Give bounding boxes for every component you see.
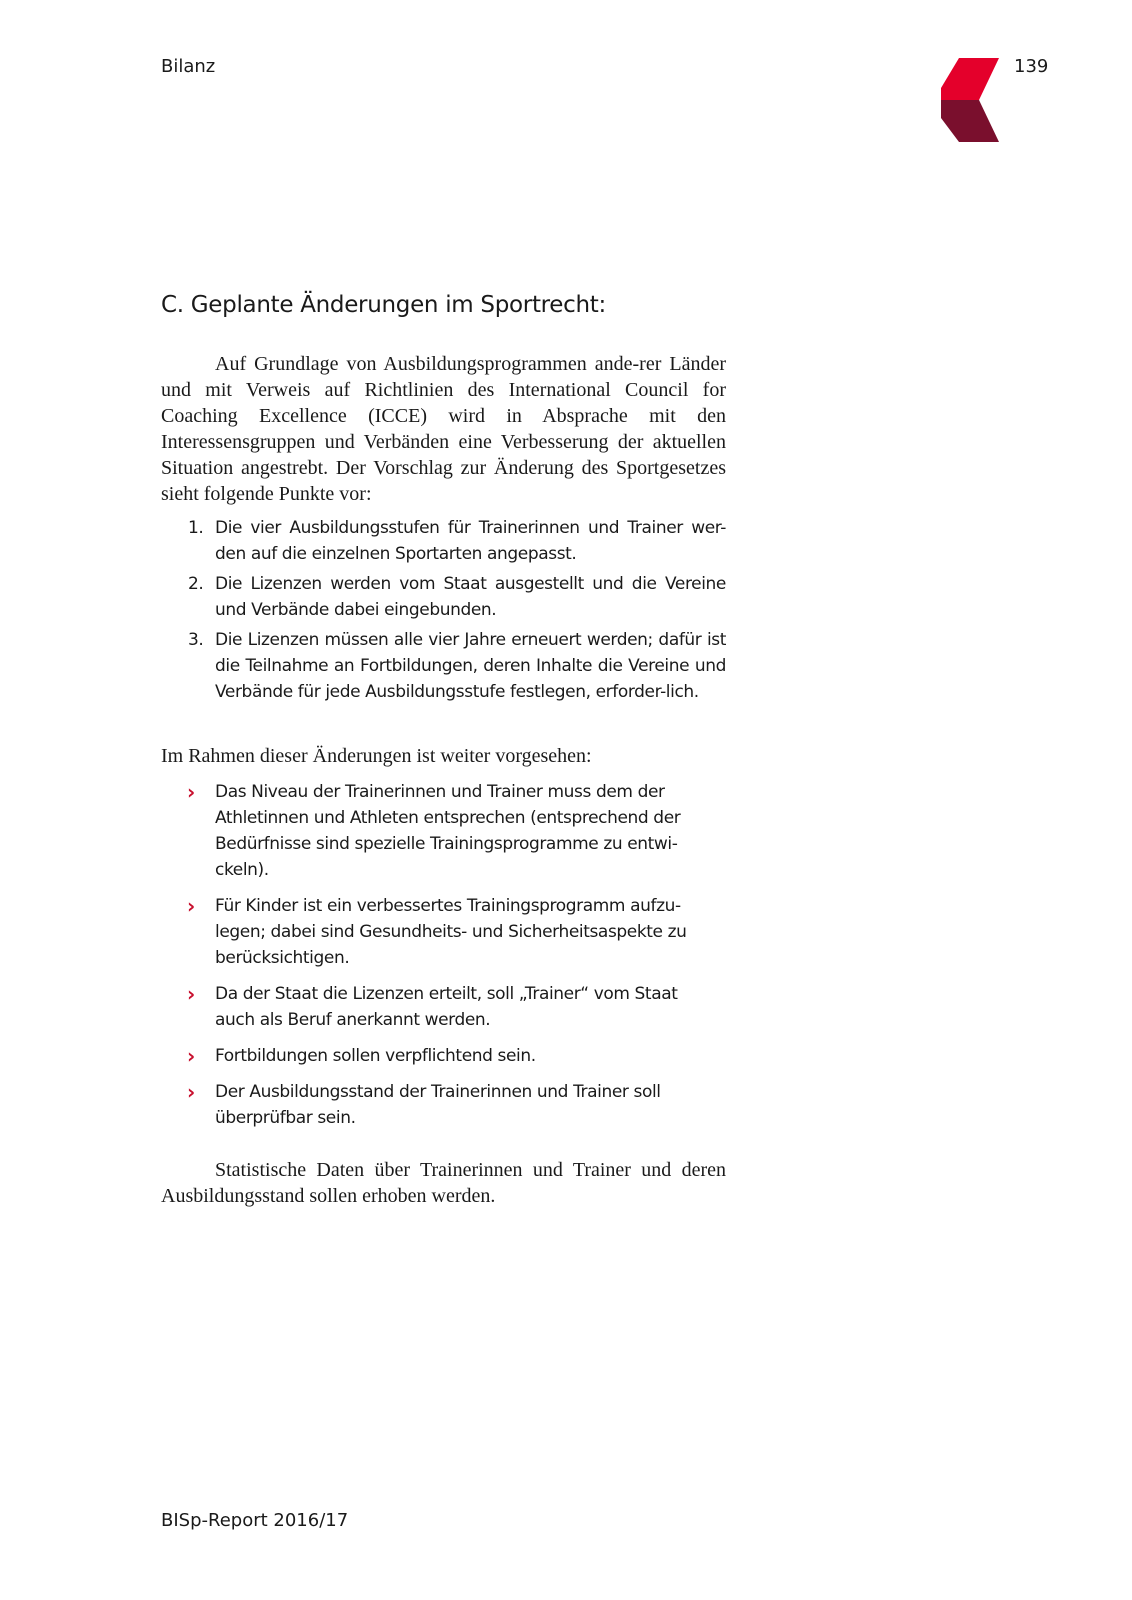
running-header: Bilanz	[161, 56, 216, 77]
bullet-text: Das Niveau der Trainerinnen und Trainer muss dem der Athletinnen und Athleten entsprechen (entsprechend der Bedürfnisse sind spezielle Trainingsprogramme zu entwi-ckeln).	[215, 782, 681, 880]
numbered-list	[161, 515, 726, 705]
numbered-item	[161, 571, 726, 623]
page-number: 139	[1014, 56, 1049, 77]
chevron-right-icon: ›	[187, 780, 195, 804]
bullet-text: Da der Staat die Lizenzen erteilt, soll „Trainer“ vom Staat auch als Beruf anerkannt werden.	[215, 984, 678, 1030]
item-number: 3.	[188, 630, 204, 650]
footer-report-title: BISp-Report 2016/17	[161, 1510, 349, 1531]
bullet-text: Für Kinder ist ein verbessertes Trainingsprogramm aufzu-legen; dabei sind Gesundheits- und Sicherheitsaspekte zu berücksichtigen.	[215, 896, 687, 968]
intro-paragraph: Auf Grundlage von Ausbildungsprogrammen ande-rer Länder und mit Verweis auf Richtlinien des International Council for Coaching Excellence (ICCE) wird in Absprache mit den Interessensgruppen und Verbänden eine Verbesserung der aktuellen Situation angestrebt. Der Vorschlag zur Änderung des Sportgesetzes sieht folgende Punkte vor:	[161, 353, 726, 505]
item-number: 2.	[188, 574, 204, 594]
chevron-right-icon: ›	[187, 1044, 195, 1068]
chevron-right-icon: ›	[187, 894, 195, 918]
numbered-item	[161, 515, 726, 567]
logo-lower-shape	[941, 100, 999, 142]
brand-chevron-logo	[941, 58, 999, 142]
bullet-text: Fortbildungen sollen verpflichtend sein.	[215, 1046, 536, 1066]
body-content	[161, 351, 726, 1209]
chevron-right-icon: ›	[187, 1080, 195, 1104]
bullet-item	[161, 981, 726, 1033]
item-text: Die Lizenzen werden vom Staat ausgestellt und die Vereine und Verbände dabei eingebunden.	[215, 574, 726, 620]
section-heading: C. Geplante Änderungen im Sportrecht:	[161, 292, 606, 318]
bullet-list	[161, 779, 726, 1131]
item-text: Die Lizenzen müssen alle vier Jahre erneuert werden; dafür ist die Teilnahme an Fortbildungen, deren Inhalte die Vereine und Verbände für jede Ausbildungsstufe festlegen, erforder-lich.	[215, 630, 726, 702]
chevron-right-icon: ›	[187, 982, 195, 1006]
logo-upper-shape	[941, 58, 999, 100]
bullet-item	[161, 893, 726, 971]
bullet-item	[161, 779, 726, 883]
bullet-item	[161, 1079, 726, 1131]
closing-paragraph: Statistische Daten über Trainerinnen und Trainer und deren Ausbildungsstand sollen erhoben werden.	[161, 1159, 726, 1207]
numbered-item	[161, 627, 726, 705]
bullet-text: Der Ausbildungsstand der Trainerinnen und Trainer soll überprüfbar sein.	[215, 1082, 661, 1128]
transition-paragraph: Im Rahmen dieser Änderungen ist weiter vorgesehen:	[161, 745, 592, 767]
item-number: 1.	[188, 518, 204, 538]
bullet-item	[161, 1043, 726, 1069]
item-text: Die vier Ausbildungsstufen für Trainerinnen und Trainer wer-den auf die einzelnen Sportarten angepasst.	[215, 518, 726, 564]
